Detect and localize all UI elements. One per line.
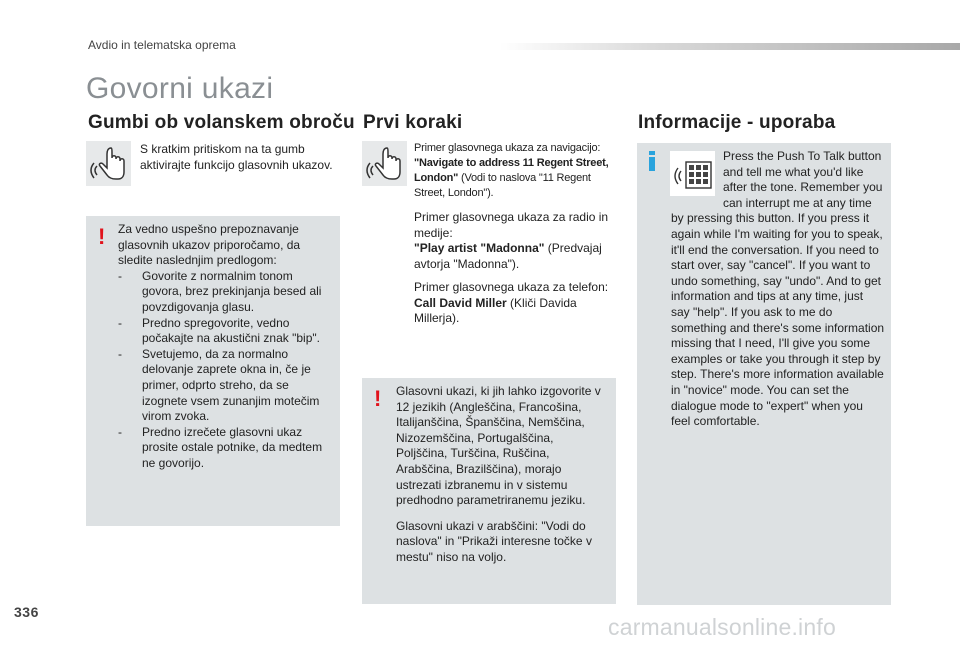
page-number: 336 [14, 604, 39, 620]
heading-steering-buttons: Gumbi ob volanskem obroču [88, 112, 355, 133]
radio-example: Primer glasovnega ukaza za radio in medije: "Play artist "Madonna" (Predvajaj avtorja "Madonna"). [414, 210, 609, 271]
nav-example: Primer glasovnega ukaza za navigacijo: "Navigate to address 11 Regent Street, London" (Vodi to naslova "11 Regent Street, London"). [414, 142, 609, 199]
phone-example: Primer glasovnega ukaza za telefon: Call David Miller (Kliči Davida Millerja). [414, 280, 609, 326]
heading-first-steps: Prvi koraki [363, 112, 463, 133]
info-text-flow: Press the Push To Talk button and tell me what you'd like after the tone. Remember you can interrupt me at any time by pressing this button. If you press it again while I'm waiting for you to speak, it'll end the conversation. If you need to start over, say "cancel". If you want to undo something, say "undo". And to get information and tips at any time, just say "help". If you ask to me do something and there's some information missing that I need, I'll give you some examples or take you through it step by step. There's more information available in "novice" mode. You can set the dialogue mode to "expert" when you feel comfortable. [671, 149, 885, 429]
running-header: Avdio in telematska oprema [88, 38, 236, 52]
warning-panel-tips [86, 216, 340, 526]
exclamation-icon: ! [374, 386, 382, 411]
page-title: Govorni ukazi [86, 72, 274, 105]
steering-intro: S kratkim pritiskom na ta gumb aktivirajte funkcijo glasovnih ukazov. [140, 142, 333, 172]
list-item: - Predno izrečete glasovni ukaz prosite ostale potnike, da medtem ne govorijo. [118, 424, 323, 470]
languages-note: Glasovni ukazi, ki jih lahko izgovorite v 12 jezikih (Angleščina, Francošina, Italijanščina, Španščina, Nemščina, Nizozemščina, Portugalščina, Poljščina, Turščina, Ruščina, Arabščina, Brazilščina), morajo ustrezati izbranemu in v sistemu predhodno parametriranemu jeziku. [396, 384, 601, 508]
heading-info-usage: Informacije - uporaba [638, 112, 836, 133]
warning-panel-languages [362, 378, 616, 604]
watermark: carmanualsonline.info [608, 614, 836, 640]
list-item: - Svetujemo, da za normalno delovanje zaprete okna in, če je primer, odprto streho, da se izognete vsem zunanjim motečim virom zvoka. [118, 346, 320, 424]
tips-lead: Za vedno uspešno prepoznavanje glasovnih ukazov priporočamo, da sledite naslednjim predlogom: [118, 222, 301, 268]
voice-command-icon [362, 141, 407, 186]
list-item: - Govorite z normalnim tonom govora, brez prekinjanja besed ali povzdigovanja glasu. [118, 268, 322, 314]
languages-content [396, 384, 606, 566]
header-rule [500, 43, 960, 50]
arabic-note: Glasovni ukazi v arabščini: "Vodi do naslova" in "Prikaži interesne točke v mestu" niso na voljo. [396, 518, 592, 564]
exclamation-icon: ! [98, 224, 106, 249]
list-item: - Predno spregovorite, vedno počakajte na akustični znak "bip". [118, 315, 320, 346]
tips-list [118, 269, 328, 472]
info-icon [648, 151, 656, 171]
voice-command-icon [86, 141, 131, 186]
tips-content [118, 222, 328, 472]
